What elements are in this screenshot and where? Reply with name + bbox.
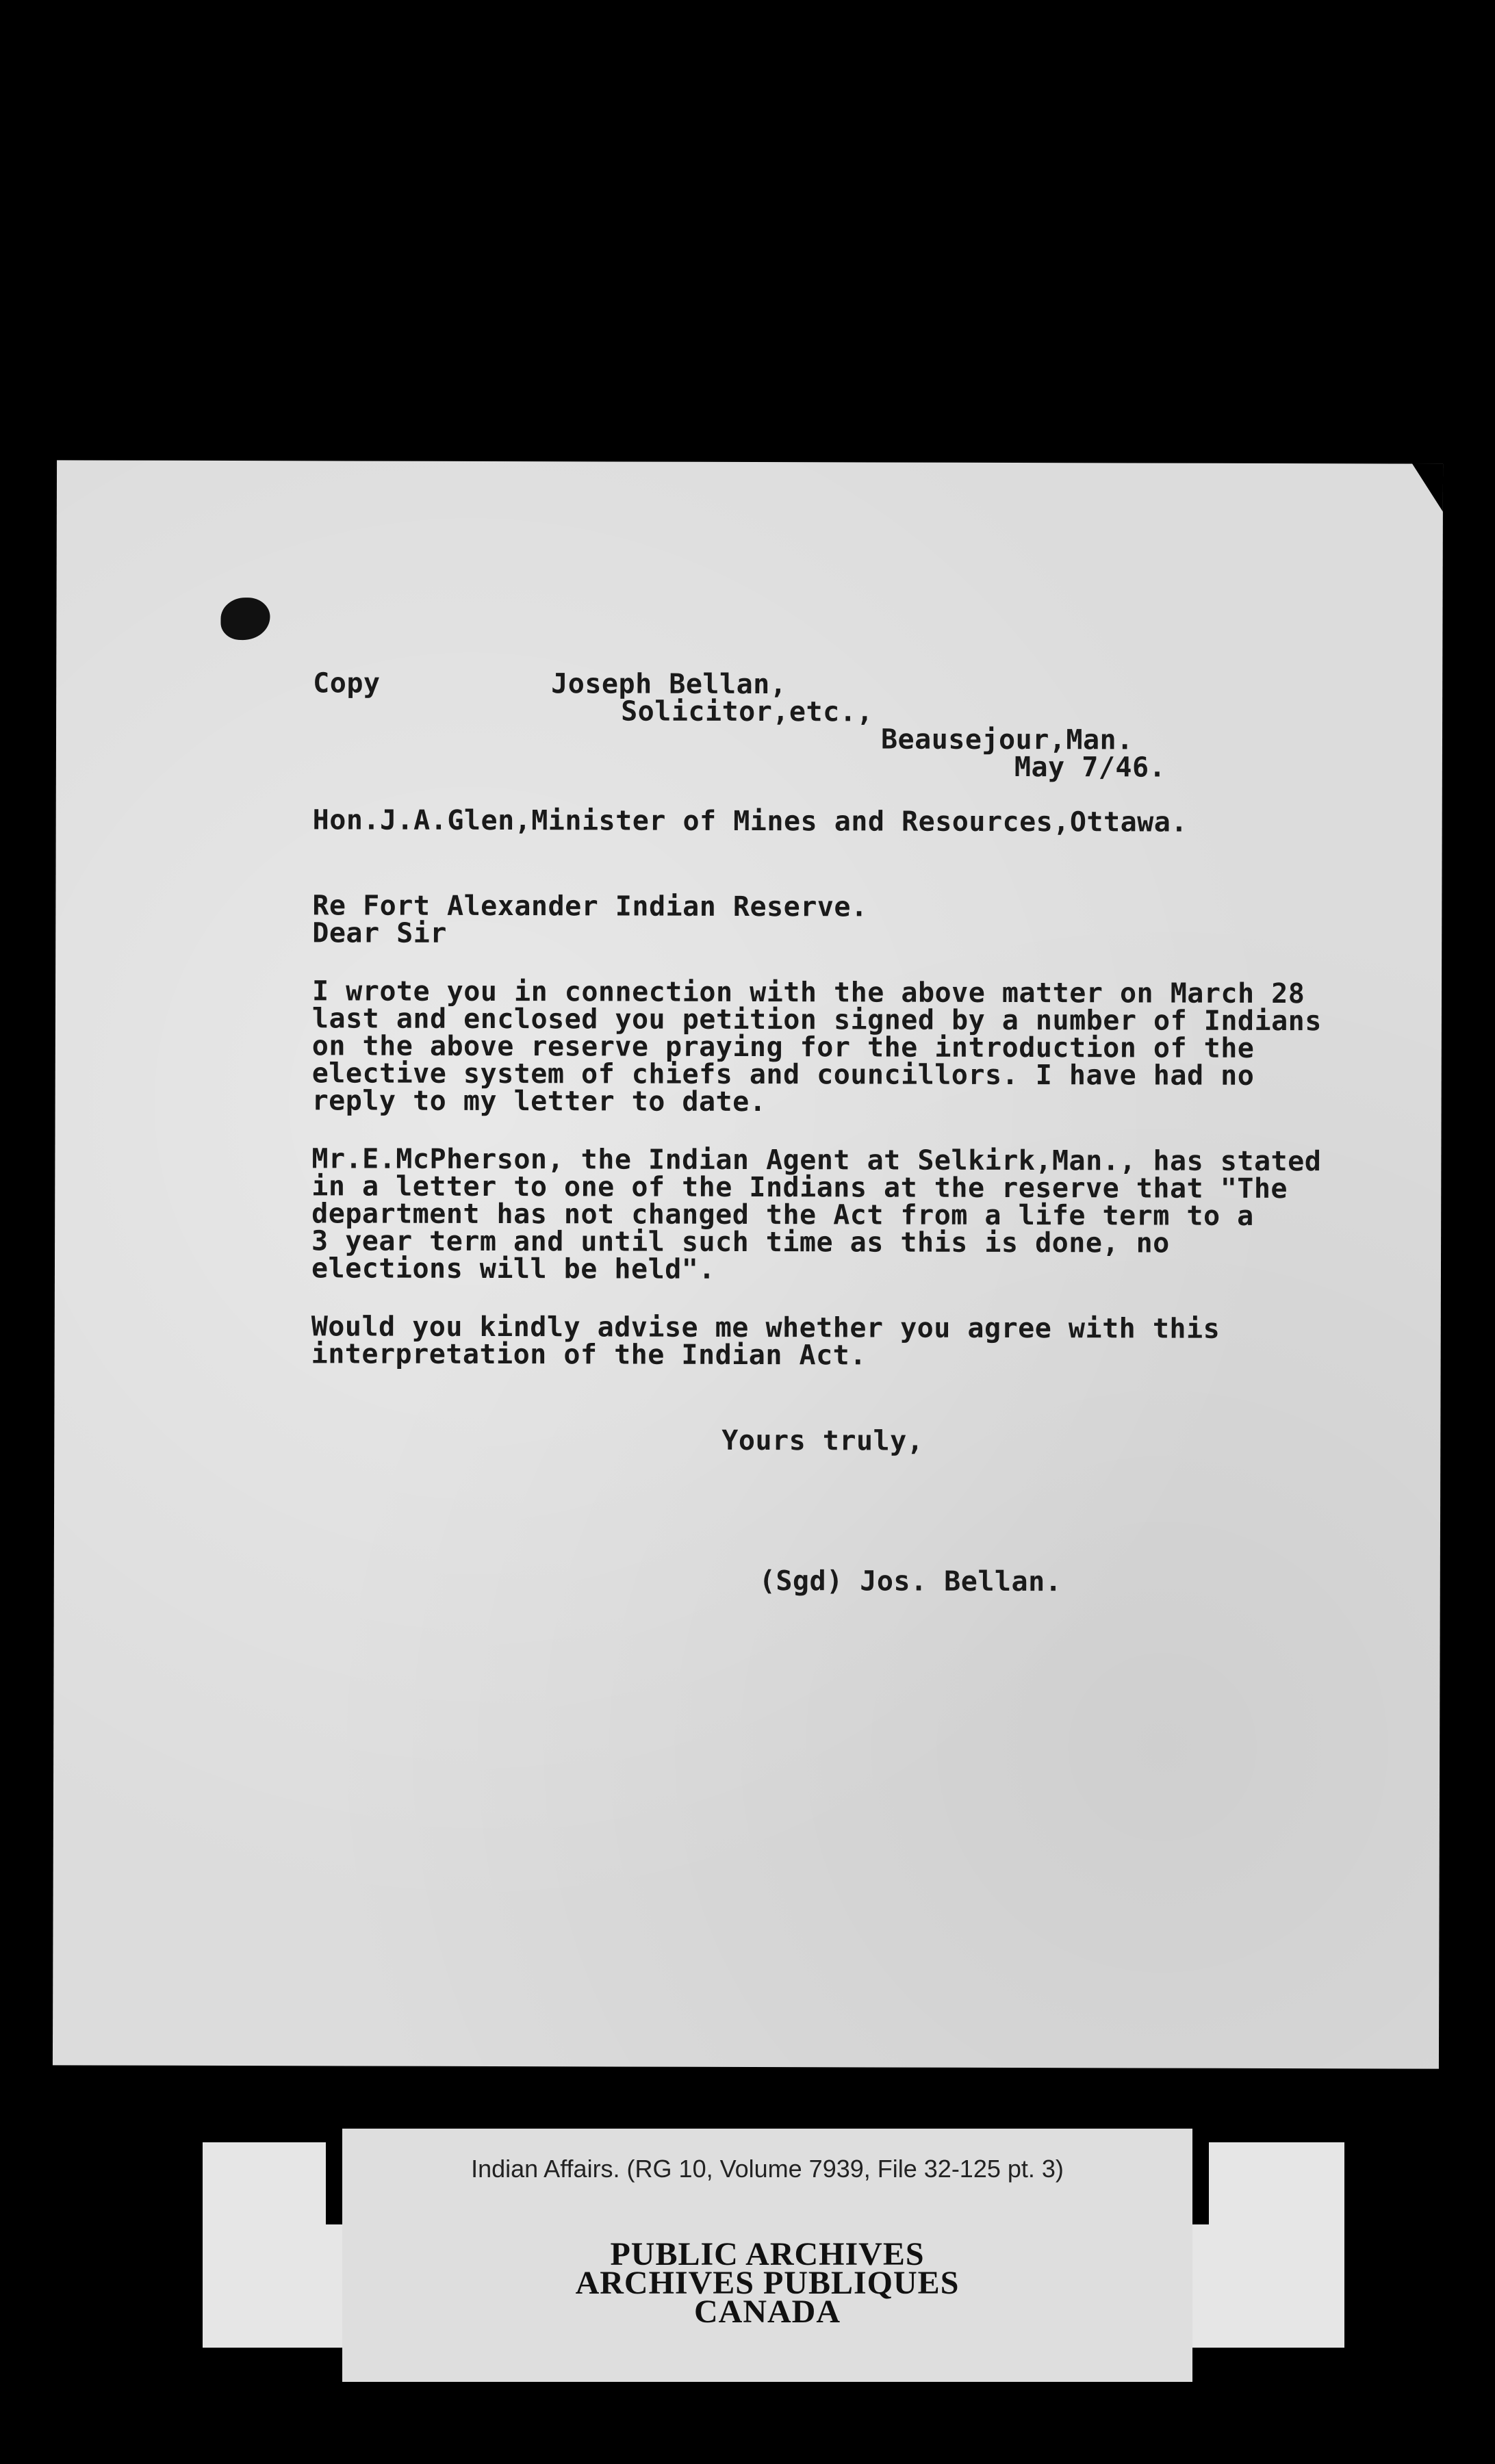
recipient-line: Hon.J.A.Glen,Minister of Mines and Resources,Ottawa. [312,804,1188,838]
subject-line: Re Fort Alexander Indian Reserve. [312,890,868,923]
signature: (Sgd) Jos. Bellan. [758,1565,1062,1598]
paragraph2-line: Mr.E.McPherson, the Indian Agent at Selkirk,Man., has stated [311,1143,1322,1178]
punch-hole-mark [220,598,270,640]
paragraph3-line: Would you kindly advise me whether you agree with this [311,1311,1221,1345]
folded-corner [1412,464,1443,512]
label-tab-left [326,2142,342,2224]
paragraph1-line: elective system of chiefs and councillors. I have had no [311,1057,1255,1092]
salutation: Dear Sir [312,917,447,949]
archive-reference: Indian Affairs. (RG 10, Volume 7939, File 32-125 pt. 3) [471,2155,1064,2183]
paragraph2-line: 3 year term and until such time as this is done, no [311,1225,1170,1259]
letter-date: May 7/46. [1014,752,1166,784]
copy-label: Copy [313,667,381,700]
paragraph2-line: department has not changed the Act from a life term to a [311,1198,1254,1232]
closing: Yours truly, [721,1424,924,1457]
paragraph1-line: on the above reserve praying for the introduction of the [311,1030,1255,1064]
archive-name-fr: ARCHIVES PUBLIQUES [575,2265,960,2301]
paragraph1-line: reply to my letter to date. [311,1085,767,1118]
letter-page [53,460,1443,2068]
sender-place: Beausejour,Man. [880,723,1134,756]
paragraph3-line: interpretation of the Indian Act. [311,1338,867,1372]
paragraph1-line: I wrote you in connection with the above matter on March 28 [311,975,1305,1010]
paragraph2-line: in a letter to one of the Indians at the reserve that "The [311,1170,1288,1205]
archive-name-en: PUBLIC ARCHIVES [610,2236,925,2272]
paragraph1-line: last and enclosed you petition signed by a number of Indians [311,1003,1322,1038]
sender-title: Solicitor,etc., [621,695,873,728]
sender-name: Joseph Bellan, [551,668,787,701]
label-tab-right [1192,2142,1209,2224]
paragraph2-line: elections will be held". [311,1253,716,1285]
archive-country: CANADA [694,2294,841,2330]
